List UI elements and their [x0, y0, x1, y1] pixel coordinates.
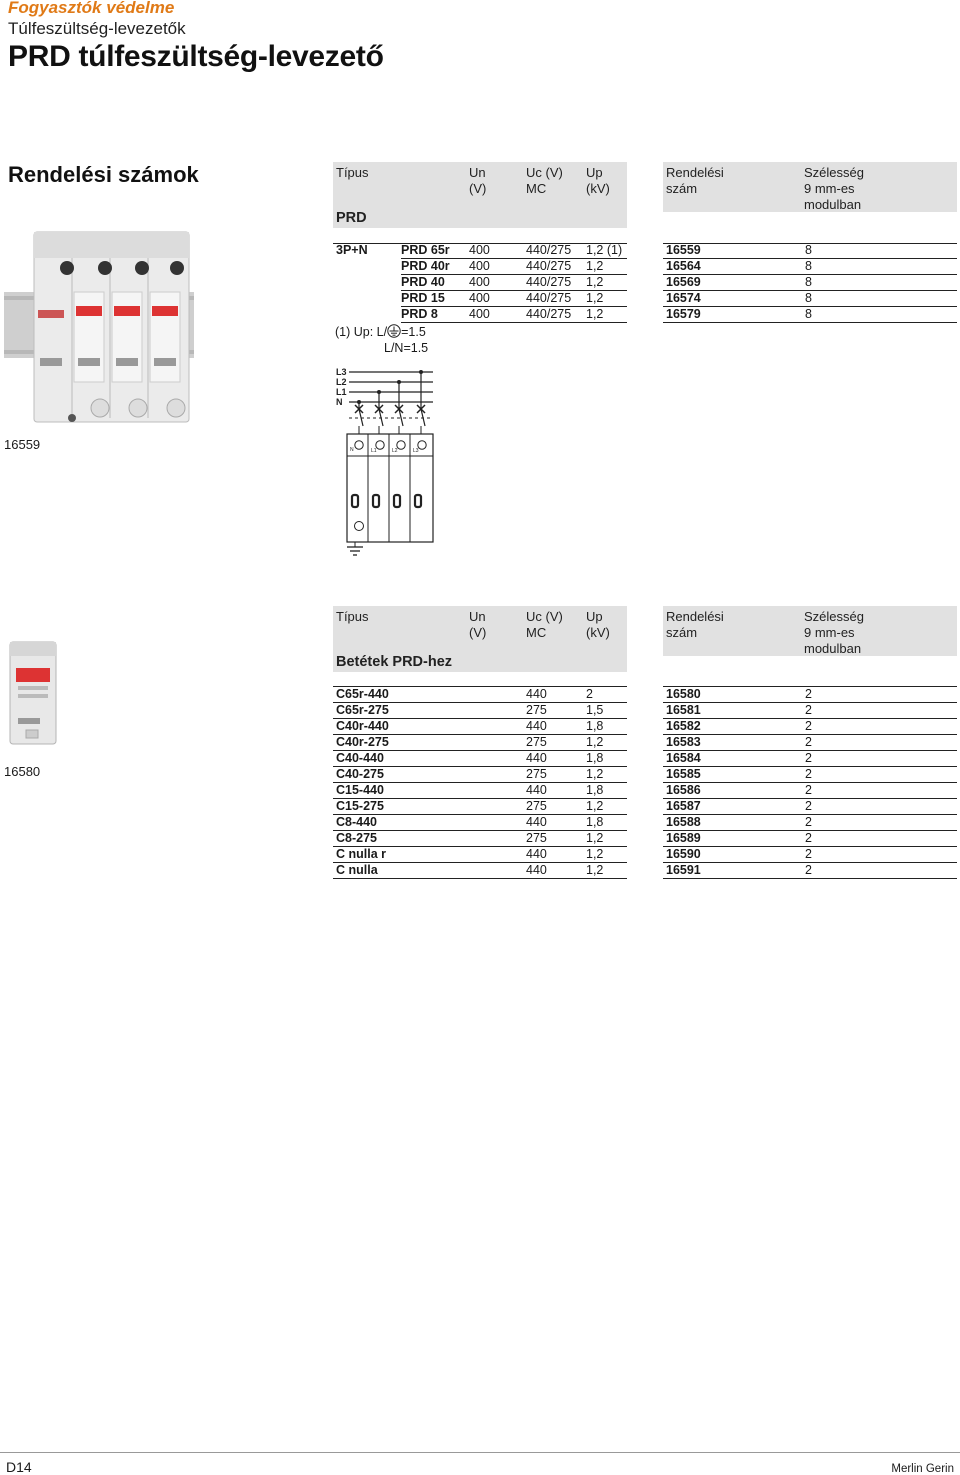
- cell-width: 8: [805, 307, 812, 321]
- cell-up: 2: [586, 687, 593, 701]
- cell-type: C40-275: [336, 767, 384, 781]
- col-up-1: Up: [586, 165, 603, 180]
- cell-up: 1,2: [586, 291, 604, 305]
- col-un-1: Un: [469, 609, 486, 624]
- row-rule: [333, 814, 627, 815]
- cell-order: 16564: [666, 259, 701, 273]
- brand-name: Merlin Gerin: [891, 1463, 954, 1475]
- cell-type: PRD 40: [401, 275, 445, 289]
- cell-order: 16580: [666, 687, 701, 701]
- cell-order: 16586: [666, 783, 701, 797]
- cell-un: 400: [469, 291, 490, 305]
- col-un-2: (V): [469, 625, 487, 640]
- section-title: Rendelési számok: [8, 162, 199, 187]
- table2-header-left: [333, 606, 627, 672]
- cell-width: 2: [805, 863, 812, 877]
- cell-order: 16589: [666, 831, 701, 845]
- cell-width: 2: [805, 767, 812, 781]
- cell-up: 1,2: [586, 799, 604, 813]
- cell-up: 1,2: [586, 831, 604, 845]
- cell-up: 1,8: [586, 719, 604, 733]
- col-un-1: Un: [469, 165, 486, 180]
- col-width-1: Szélesség: [804, 165, 864, 180]
- cell-order: 16569: [666, 275, 701, 289]
- cell-order: 16591: [666, 863, 701, 877]
- cell-width: 2: [805, 847, 812, 861]
- page-title: PRD túlfeszültség-levezető: [8, 40, 384, 73]
- cell-un: 400: [469, 243, 490, 257]
- col-type: Típus: [336, 609, 369, 624]
- cell-type: C65r-275: [336, 703, 389, 717]
- cell-up: 1,5: [586, 703, 604, 717]
- cell-up: 1,2: [586, 863, 604, 877]
- cell-width: 2: [805, 751, 812, 765]
- cell-uc: 440/275: [526, 291, 572, 305]
- cell-uc: 440/275: [526, 307, 572, 321]
- col-up-2: (kV): [586, 625, 610, 640]
- table1-group-label: PRD: [336, 210, 367, 226]
- col-up-2: (kV): [586, 181, 610, 196]
- cell-type: C15-440: [336, 783, 384, 797]
- row-rule: [401, 322, 627, 323]
- cell-width: 8: [805, 291, 812, 305]
- cell-type: C40r-440: [336, 719, 389, 733]
- cell-order: 16584: [666, 751, 701, 765]
- cell-width: 2: [805, 799, 812, 813]
- cell-order: 16590: [666, 847, 701, 861]
- pole-label-l3: L3: [413, 448, 419, 454]
- col-uc-2: MC: [526, 625, 547, 640]
- col-width-1: Szélesség: [804, 609, 864, 624]
- row-rule: [333, 878, 627, 879]
- cell-type: C15-275: [336, 799, 384, 813]
- footnote-suffix: =1.5: [401, 325, 426, 339]
- table2-header-right: [663, 606, 957, 656]
- col-up-1: Up: [586, 609, 603, 624]
- col-order-2: szám: [666, 625, 698, 640]
- cell-up: 1,8: [586, 751, 604, 765]
- cell-uc: 440/275: [526, 243, 572, 257]
- cell-order: 16559: [666, 243, 701, 257]
- cartridge-product-image: [8, 638, 58, 748]
- col-type: Típus: [336, 165, 369, 180]
- cell-uc: 440: [526, 687, 547, 701]
- cell-width: 8: [805, 243, 812, 257]
- col-uc-1: Uc (V): [526, 165, 563, 180]
- cell-type: C8-275: [336, 831, 377, 845]
- cell-un: 400: [469, 307, 490, 321]
- cell-width: 8: [805, 259, 812, 273]
- row-rule: [333, 830, 627, 831]
- cell-order: 16574: [666, 291, 701, 305]
- cell-up: 1,2: [586, 767, 604, 781]
- cell-uc: 440: [526, 815, 547, 829]
- table1-header-right: [663, 162, 957, 212]
- col-uc-1: Uc (V): [526, 609, 563, 624]
- prd-product-image: [4, 230, 194, 426]
- col-uc-2: MC: [526, 181, 547, 196]
- cell-up: 1,2: [586, 847, 604, 861]
- cell-uc: 440/275: [526, 275, 572, 289]
- table2-group-label: Betétek PRD-hez: [336, 654, 453, 670]
- cell-width: 2: [805, 719, 812, 733]
- cell-up: 1,2: [586, 735, 604, 749]
- cell-uc: 275: [526, 735, 547, 749]
- cell-uc: 275: [526, 831, 547, 845]
- cell-type: C8-440: [336, 815, 377, 829]
- row-rule: [663, 878, 957, 879]
- cell-un: 400: [469, 275, 490, 289]
- cell-un: 400: [469, 259, 490, 273]
- cell-order: 16588: [666, 815, 701, 829]
- cell-uc: 440: [526, 719, 547, 733]
- cell-uc: 275: [526, 703, 547, 717]
- pole-label-n: N: [350, 447, 354, 453]
- line-label-l1: L1: [336, 387, 347, 397]
- table1-header-left: [333, 162, 627, 228]
- cell-uc: 440: [526, 783, 547, 797]
- cell-width: 2: [805, 783, 812, 797]
- line-label-l3: L3: [336, 367, 347, 377]
- footnote-line1: [335, 324, 426, 340]
- cell-width: 8: [805, 275, 812, 289]
- cell-order: 16583: [666, 735, 701, 749]
- cell-up: 1,8: [586, 815, 604, 829]
- product2-label: 16580: [4, 764, 41, 779]
- cell-type: C40r-275: [336, 735, 389, 749]
- pole-label-l1: L1: [371, 448, 377, 454]
- footnote-line2: L/N=1.5: [384, 341, 429, 355]
- cell-type: PRD 8: [401, 307, 438, 321]
- cell-uc: 275: [526, 767, 547, 781]
- cell-up: 1,2: [586, 307, 604, 321]
- cell-type: PRD 65r: [401, 243, 450, 257]
- cell-uc: 275: [526, 799, 547, 813]
- cell-up: 1,2: [586, 259, 604, 273]
- footnote-prefix: (1) Up: L/: [335, 325, 388, 339]
- col-un-2: (V): [469, 181, 487, 196]
- wiring-schematic: [333, 362, 438, 562]
- cell-type: PRD 40r: [401, 259, 450, 273]
- product1-label: 16559: [4, 437, 41, 452]
- col-width-2: 9 mm-es: [804, 625, 855, 640]
- cell-uc: 440: [526, 863, 547, 877]
- category-label: Fogyasztók védelme: [8, 0, 175, 17]
- pole-label: 3P+N: [336, 243, 368, 257]
- cell-width: 2: [805, 703, 812, 717]
- cell-uc: 440: [526, 751, 547, 765]
- col-width-3: modulban: [804, 641, 862, 656]
- cell-type: C40-440: [336, 751, 384, 765]
- row-rule: [663, 322, 957, 323]
- cell-type: C nulla: [336, 863, 378, 877]
- cell-width: 2: [805, 735, 812, 749]
- cell-uc: 440/275: [526, 259, 572, 273]
- col-order-1: Rendelési: [666, 165, 724, 180]
- cell-width: 2: [805, 687, 812, 701]
- page-number: D14: [6, 1459, 32, 1475]
- cell-type: C nulla r: [336, 847, 387, 861]
- col-order-1: Rendelési: [666, 609, 724, 624]
- footer-rule: [0, 1452, 960, 1453]
- cell-up: 1,2 (1): [586, 243, 623, 257]
- col-width-3: modulban: [804, 197, 862, 212]
- cell-order: 16582: [666, 719, 701, 733]
- cell-order: 16581: [666, 703, 701, 717]
- subcategory-label: Túlfeszültség-levezetők: [8, 19, 186, 38]
- line-label-l2: L2: [336, 377, 347, 387]
- cell-uc: 440: [526, 847, 547, 861]
- cell-type: PRD 15: [401, 291, 445, 305]
- pole-label-l2: L2: [392, 448, 398, 454]
- cell-type: C65r-440: [336, 687, 389, 701]
- col-order-2: szám: [666, 181, 698, 196]
- cell-order: 16585: [666, 767, 701, 781]
- col-width-2: 9 mm-es: [804, 181, 855, 196]
- cell-width: 2: [805, 831, 812, 845]
- cell-order: 16587: [666, 799, 701, 813]
- cell-width: 2: [805, 815, 812, 829]
- line-label-n: N: [336, 397, 343, 407]
- cell-order: 16579: [666, 307, 701, 321]
- cell-up: 1,8: [586, 783, 604, 797]
- cell-up: 1,2: [586, 275, 604, 289]
- ground-icon: [387, 324, 401, 338]
